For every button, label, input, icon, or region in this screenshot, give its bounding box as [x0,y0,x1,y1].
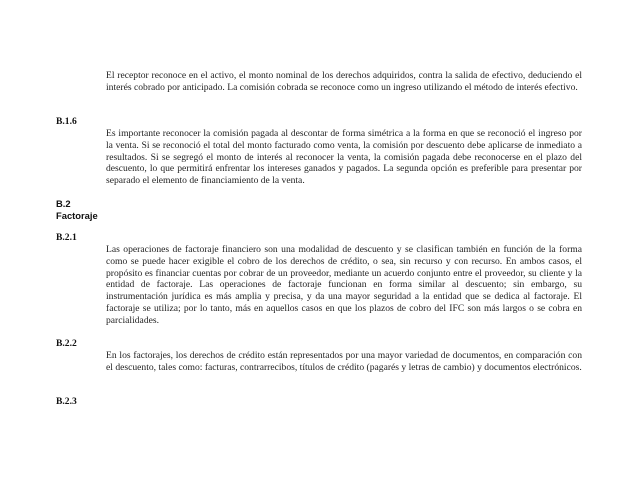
paragraph-derechos-credito: En los factorajes, los derechos de crédito están representados por una mayor variedad de documentos, en comparación con el descuento, tales como: facturas, contrarrecibos, títulos de crédito (pagarés y letras de cambio) y documentos electrónicos. [106,350,582,373]
section-heading-title: Factoraje [56,209,98,221]
paragraph-comision-pagada: Es importante reconocer la comisión pagada al descontar de forma simétrica a la forma en que se reconoció el ingreso por la venta. Si se reconoció el total del monto facturado como venta, la comisión por descuento debe aplicarse de inmediato a resultados. Si se segregó el monto de interés al reconocer la venta, la comisión pagada debe reconocerse en el plazo del descuento, lo que permitirá enfrentar los intereses ganados y pagados. La segunda opción es preferible para presentar por separado el elemento de financiamiento de la venta. [106,128,582,187]
section-number-b22: B.2.2 [56,338,77,349]
paragraph-receptor-reconoce: El receptor reconoce en el activo, el monto nominal de los derechos adquiridos, contra la salida de efectivo, deduciendo el interés cobrado por anticipado. La comisión cobrada se reconoce como un ingreso utilizando el método de interés efectivo. [106,70,582,93]
section-heading-number: B.2 [56,198,71,209]
section-heading-b2 [56,198,98,221]
section-number-b16: B.1.6 [56,116,77,127]
section-number-b21: B.2.1 [56,232,77,243]
paragraph-factoraje-financiero: Las operaciones de factoraje financiero son una modalidad de descuento y se clasifican también en función de la forma como se puede hacer exigible el cobro de los derechos de crédito, o sea, sin recurso y con recurso. En ambos casos, el propósito es financiar cuentas por cobrar de un proveedor, mediante un acuerdo conjunto entre el proveedor, su cliente y la entidad de factoraje. Las operaciones de factoraje funcionan en forma similar al descuento; sin embargo, su instrumentación jurídica es más amplia y precisa, y da una mayor seguridad a la entidad que se dedica al factoraje. El factoraje se utiliza; por lo tanto, más en aquellos casos en que los plazos de cobro del IFC son más largos o se cobra en parcialidades. [106,244,582,326]
section-number-b23: B.2.3 [56,396,77,407]
